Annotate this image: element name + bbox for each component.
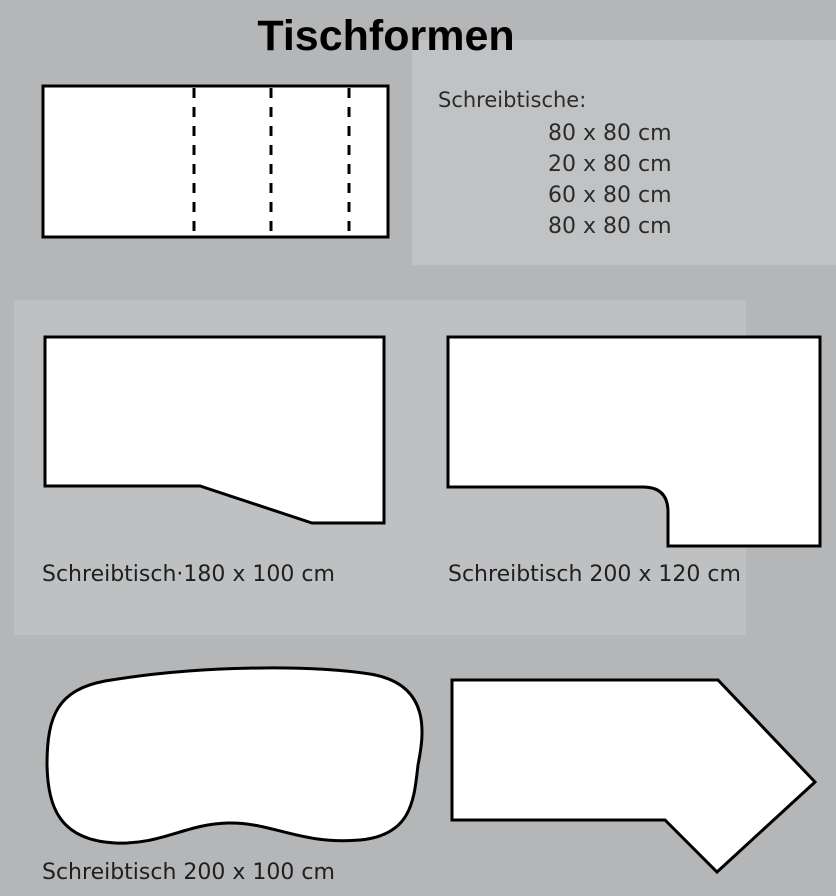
caption-desk-200x120: Schreibtisch 200 x 120 cm [448, 562, 741, 587]
desk-spec-size-3: 60 x 80 cm [548, 183, 672, 208]
caption-desk-200x100: Schreibtisch 200 x 100 cm [42, 860, 335, 885]
page-title: Tischformen [257, 12, 515, 60]
desk-spec-size-1: 80 x 80 cm [548, 121, 672, 146]
modular-desk-shape [43, 86, 388, 237]
desk-spec-size-4: 80 x 80 cm [548, 214, 672, 239]
modular-desk-outline [43, 86, 388, 237]
desk-specs-list [548, 118, 672, 242]
desk-spec-size-2: 20 x 80 cm [548, 152, 672, 177]
desk-specs-heading: Schreibtische: [438, 88, 587, 112]
caption-desk-180x100: Schreibtisch·180 x 100 cm [42, 562, 335, 587]
desk-shape-pointed [452, 680, 815, 872]
desk-shape-200x100-kidney [47, 668, 422, 843]
